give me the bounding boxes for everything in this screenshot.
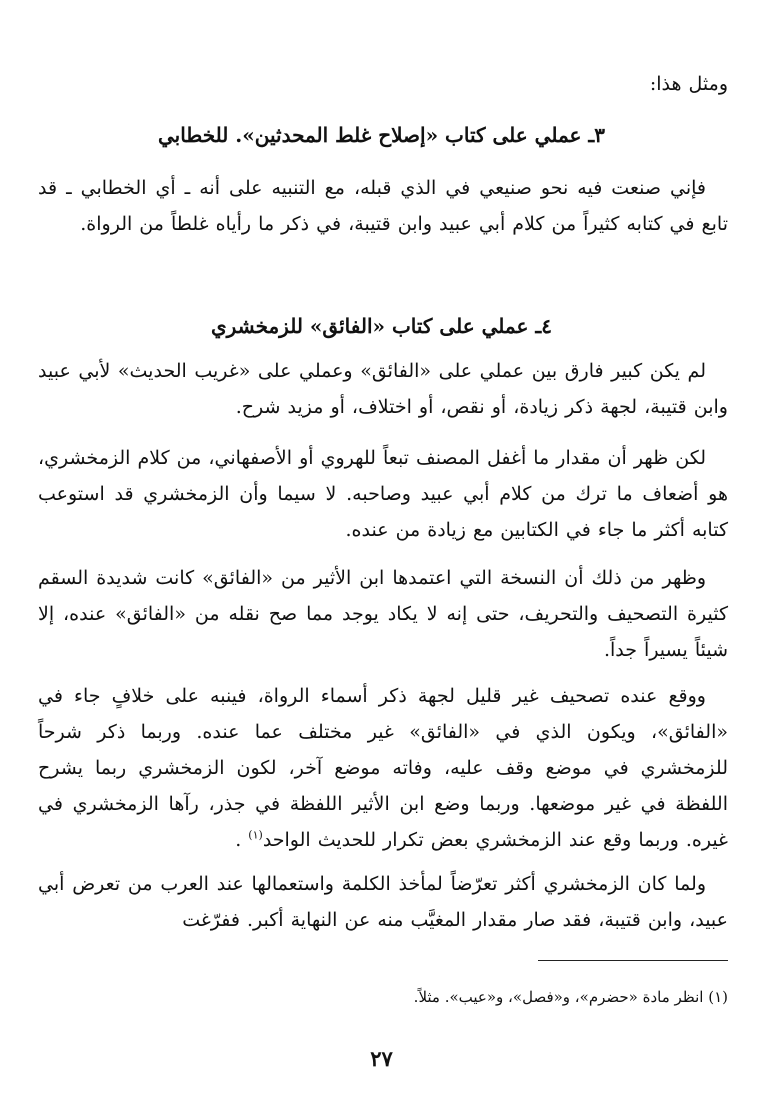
footnote-reference: (١) xyxy=(248,828,263,842)
section-4-paragraph-5: ولما كان الزمخشري أكثر تعرّضاً لمأخذ الكلمة واستعمالها عند العرب من تعرض أبي عبيد، وابن قتيبة، فقد صار مقدار المغيَّب منه عن النهاية أكبر. ففرّغت xyxy=(38,873,728,931)
section-4-paragraph-4-block xyxy=(38,678,728,858)
footnote: (١) انظر مادة «حضرم»، و«فصل»، و«عيب». مثلاً. xyxy=(413,988,728,1006)
intro-block xyxy=(38,66,728,102)
section-4-paragraph-1: لم يكن كبير فارق بين عملي على «الفائق» وعملي على «غريب الحديث» لأبي عبيد وابن قتيبة، لجهة ذكر زيادة، أو نقص، أو اختلاف، أو مزيد شرح. xyxy=(38,360,728,418)
section-3-paragraph: فإني صنعت فيه نحو صنيعي في الذي قبله، مع التنبيه على أنه ـ أي الخطابي ـ قد تابع في كتابه كثيراً من كلام أبي عبيد وابن قتيبة، في ذكر ما رأياه غلطاً من الرواة. xyxy=(38,177,728,235)
section-4-paragraph-1-block xyxy=(38,353,728,425)
section-4-paragraph-3-block xyxy=(38,560,728,668)
section-4-paragraph-3: وظهر من ذلك أن النسخة التي اعتمدها ابن الأثير من «الفائق» كانت شديدة السقم كثيرة التصحيف والتحريف، حتى إنه لا يكاد يوجد مما صح نقله من «الفائق» عنده، إلا شيئاً يسيراً جداً. xyxy=(38,567,728,661)
paragraph-4-text: ووقع عنده تصحيف غير قليل لجهة ذكر أسماء الرواة، فينبه على خلافٍ جاء في «الفائق»، ويكون الذي في «الفائق» غير مختلف عما عنده. وربما ذكر شرحاً للزمخشري في موضع وقف عليه، وفاته موضع آخر، لكون الزمخشري ربما يشرح اللفظة في غير موضعها. وربما وضع ابن الأثير اللفظة في جذر، رآها الزمخشري في غيره. وربما وقع عند الزمخشري بعض تكرار للحديث الواحد xyxy=(38,685,728,851)
section-4-heading: ٤ـ عملي على كتاب «الفائق» للزمخشري xyxy=(211,314,552,338)
section-3-heading: ٣ـ عملي على كتاب «إصلاح غلط المحدثين». للخطابي xyxy=(157,123,606,147)
page-number: ٢٧ xyxy=(370,1046,393,1071)
section-4-paragraph-2: لكن ظهر أن مقدار ما أغفل المصنف تبعاً للهروي أو الأصفهاني، من كلام الزمخشري، هو أضعاف ما ترك من كلام أبي عبيد وصاحبه. لا سيما وأن الزمخشري قد استوعب كتابه أكثر ما جاء في الكتابين مع زيادة من عنده. xyxy=(38,447,728,541)
section-3-body xyxy=(38,170,728,242)
paragraph-4-end: . xyxy=(235,829,249,851)
intro-line: ومثل هذا: xyxy=(649,73,728,95)
section-4-paragraph-5-block xyxy=(38,866,728,938)
footnote-divider xyxy=(538,960,728,961)
section-4-paragraph-4 xyxy=(38,678,728,858)
section-4-paragraph-2-block xyxy=(38,440,728,548)
